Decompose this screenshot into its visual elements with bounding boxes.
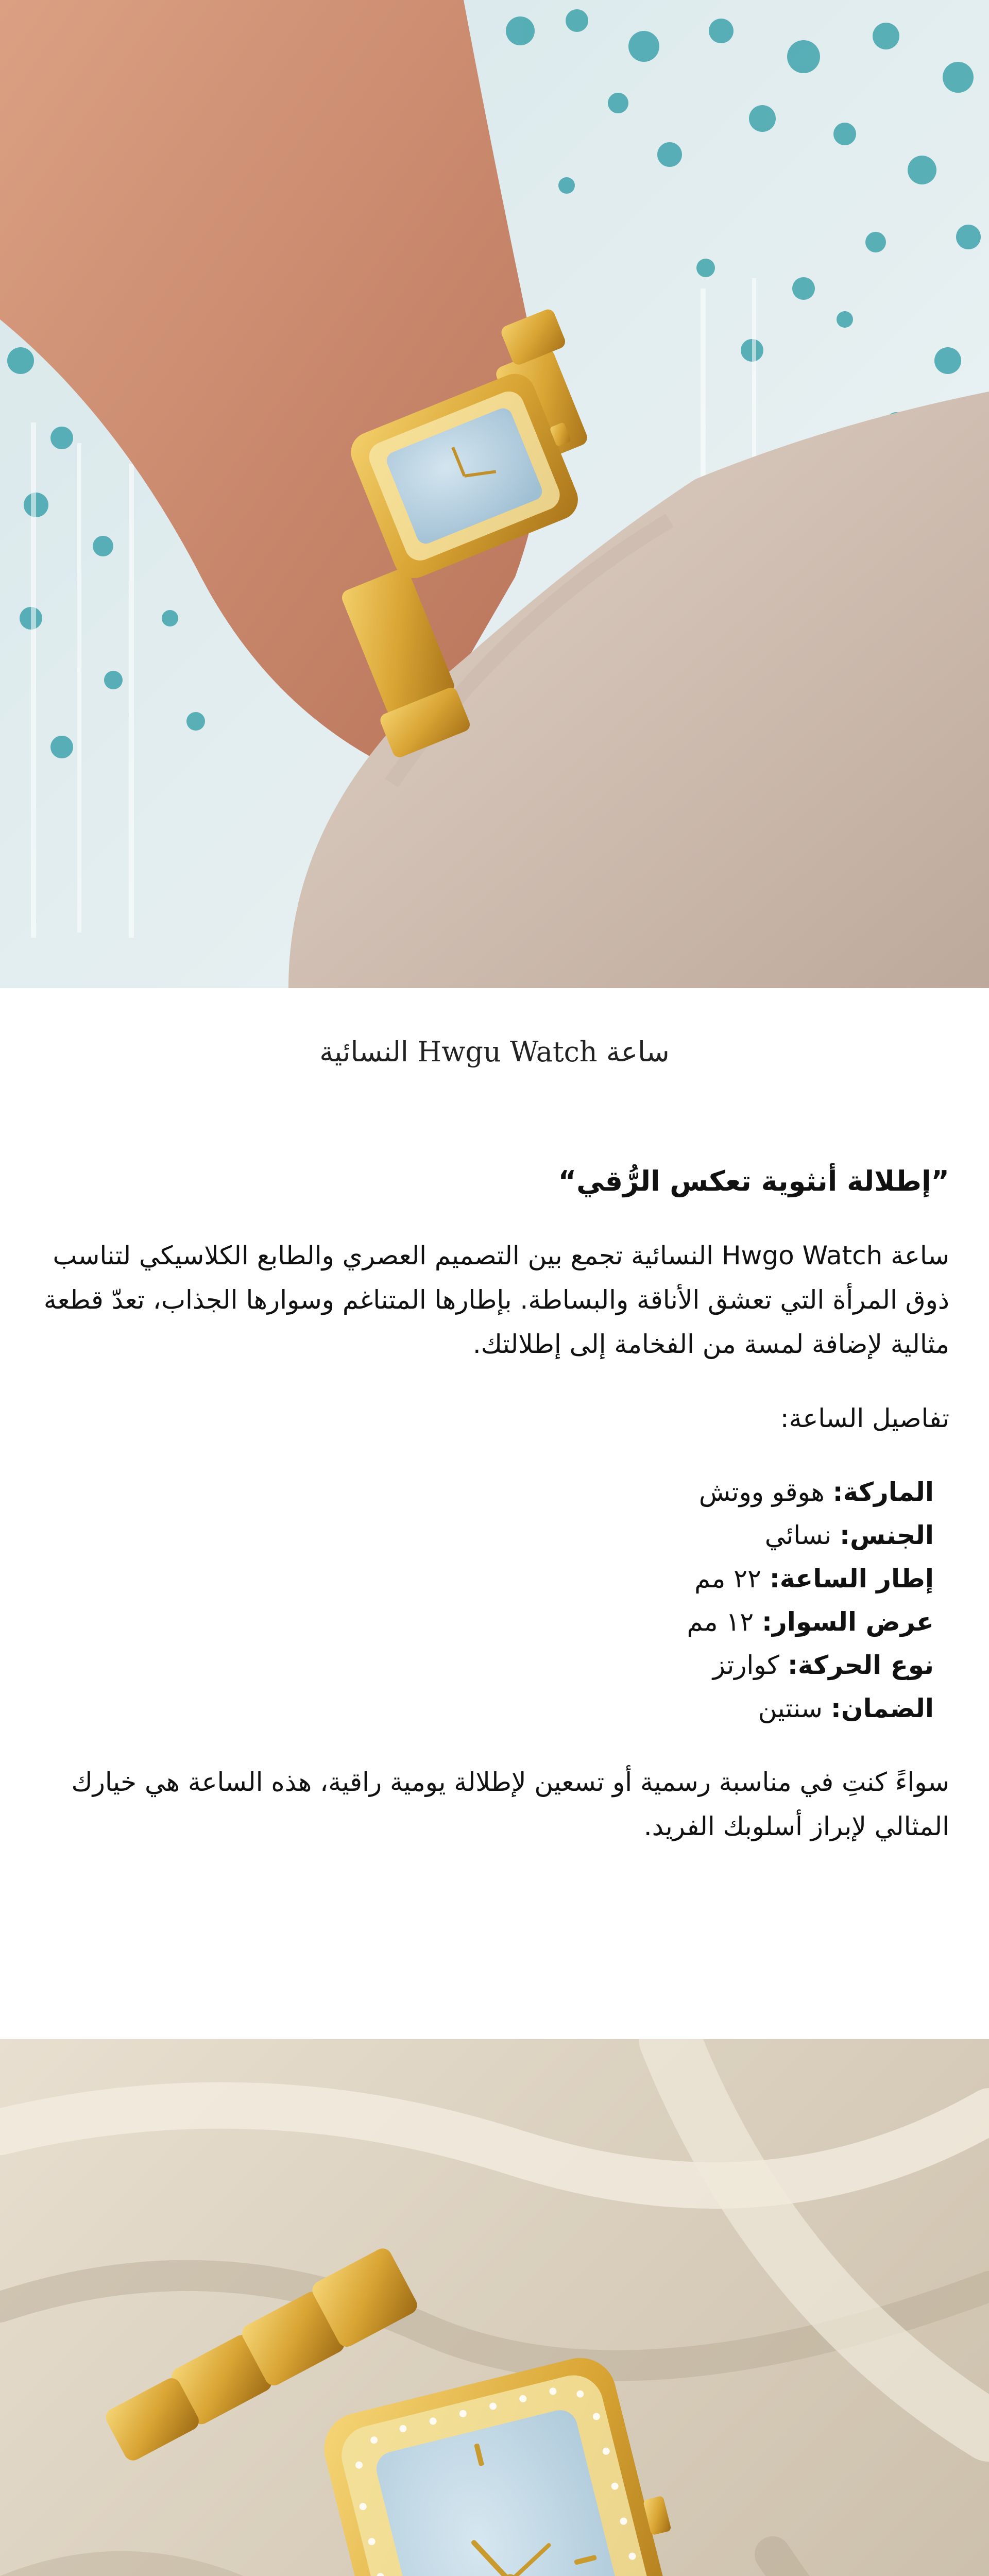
spec-item-gender bbox=[38, 1514, 949, 1557]
product-title: ساعة Hwgu Watch النسائية bbox=[319, 1036, 670, 1068]
details-label: تفاصيل الساعة: bbox=[780, 1403, 949, 1433]
intro-paragraph: ساعة Hwgo Watch النسائية تجمع بين التصميم العصري والطابع الكلاسيكي لتناسب ذوق المرأة التي تعشق الأناقة والبساطة. بإطارها المتناغم وسوارها الجذاب، تعدّ قطعة مثالية لإضافة لمسة من الفخامة إلى إطلالتك. bbox=[43, 1241, 949, 1359]
watch-on-wrist-photo bbox=[0, 0, 989, 988]
spec-value: ٢٢ مم bbox=[694, 1564, 761, 1594]
spec-key: الماركة: bbox=[832, 1477, 934, 1507]
watch-on-wrist-illustration bbox=[0, 0, 989, 988]
spec-item-warranty bbox=[38, 1687, 949, 1730]
headline: ”إطلالة أنثوية تعكس الرُّقي“ bbox=[558, 1165, 949, 1197]
spec-item-band-width bbox=[38, 1600, 949, 1643]
spec-value: نسائي bbox=[764, 1520, 832, 1550]
spec-item-brand bbox=[38, 1470, 949, 1514]
spec-item-case-size bbox=[38, 1557, 949, 1600]
closing-paragraph: سواءً كنتِ في مناسبة رسمية أو تسعين لإطلالة يومية راقية، هذه الساعة هي خيارك المثالي لإبراز أسلوبك الفريد. bbox=[71, 1767, 949, 1841]
spec-value: ١٢ مم bbox=[687, 1607, 754, 1637]
watch-on-fabric-photo bbox=[0, 2039, 989, 2576]
spec-key: عرض السوار: bbox=[762, 1607, 934, 1637]
spec-item-movement bbox=[38, 1643, 949, 1687]
spec-value: هوقو ووتش bbox=[698, 1477, 825, 1507]
product-description bbox=[38, 1159, 949, 1878]
spec-key: الضمان: bbox=[830, 1693, 934, 1723]
spec-key: نوع الحركة: bbox=[787, 1650, 934, 1680]
spec-value: كوارتز bbox=[712, 1650, 779, 1680]
spec-key: الجنس: bbox=[839, 1520, 934, 1550]
watch-on-fabric-illustration bbox=[0, 2039, 989, 2576]
spec-value: سنتين bbox=[758, 1693, 823, 1723]
spec-key: إطار الساعة: bbox=[769, 1564, 934, 1594]
spec-list bbox=[38, 1470, 949, 1730]
